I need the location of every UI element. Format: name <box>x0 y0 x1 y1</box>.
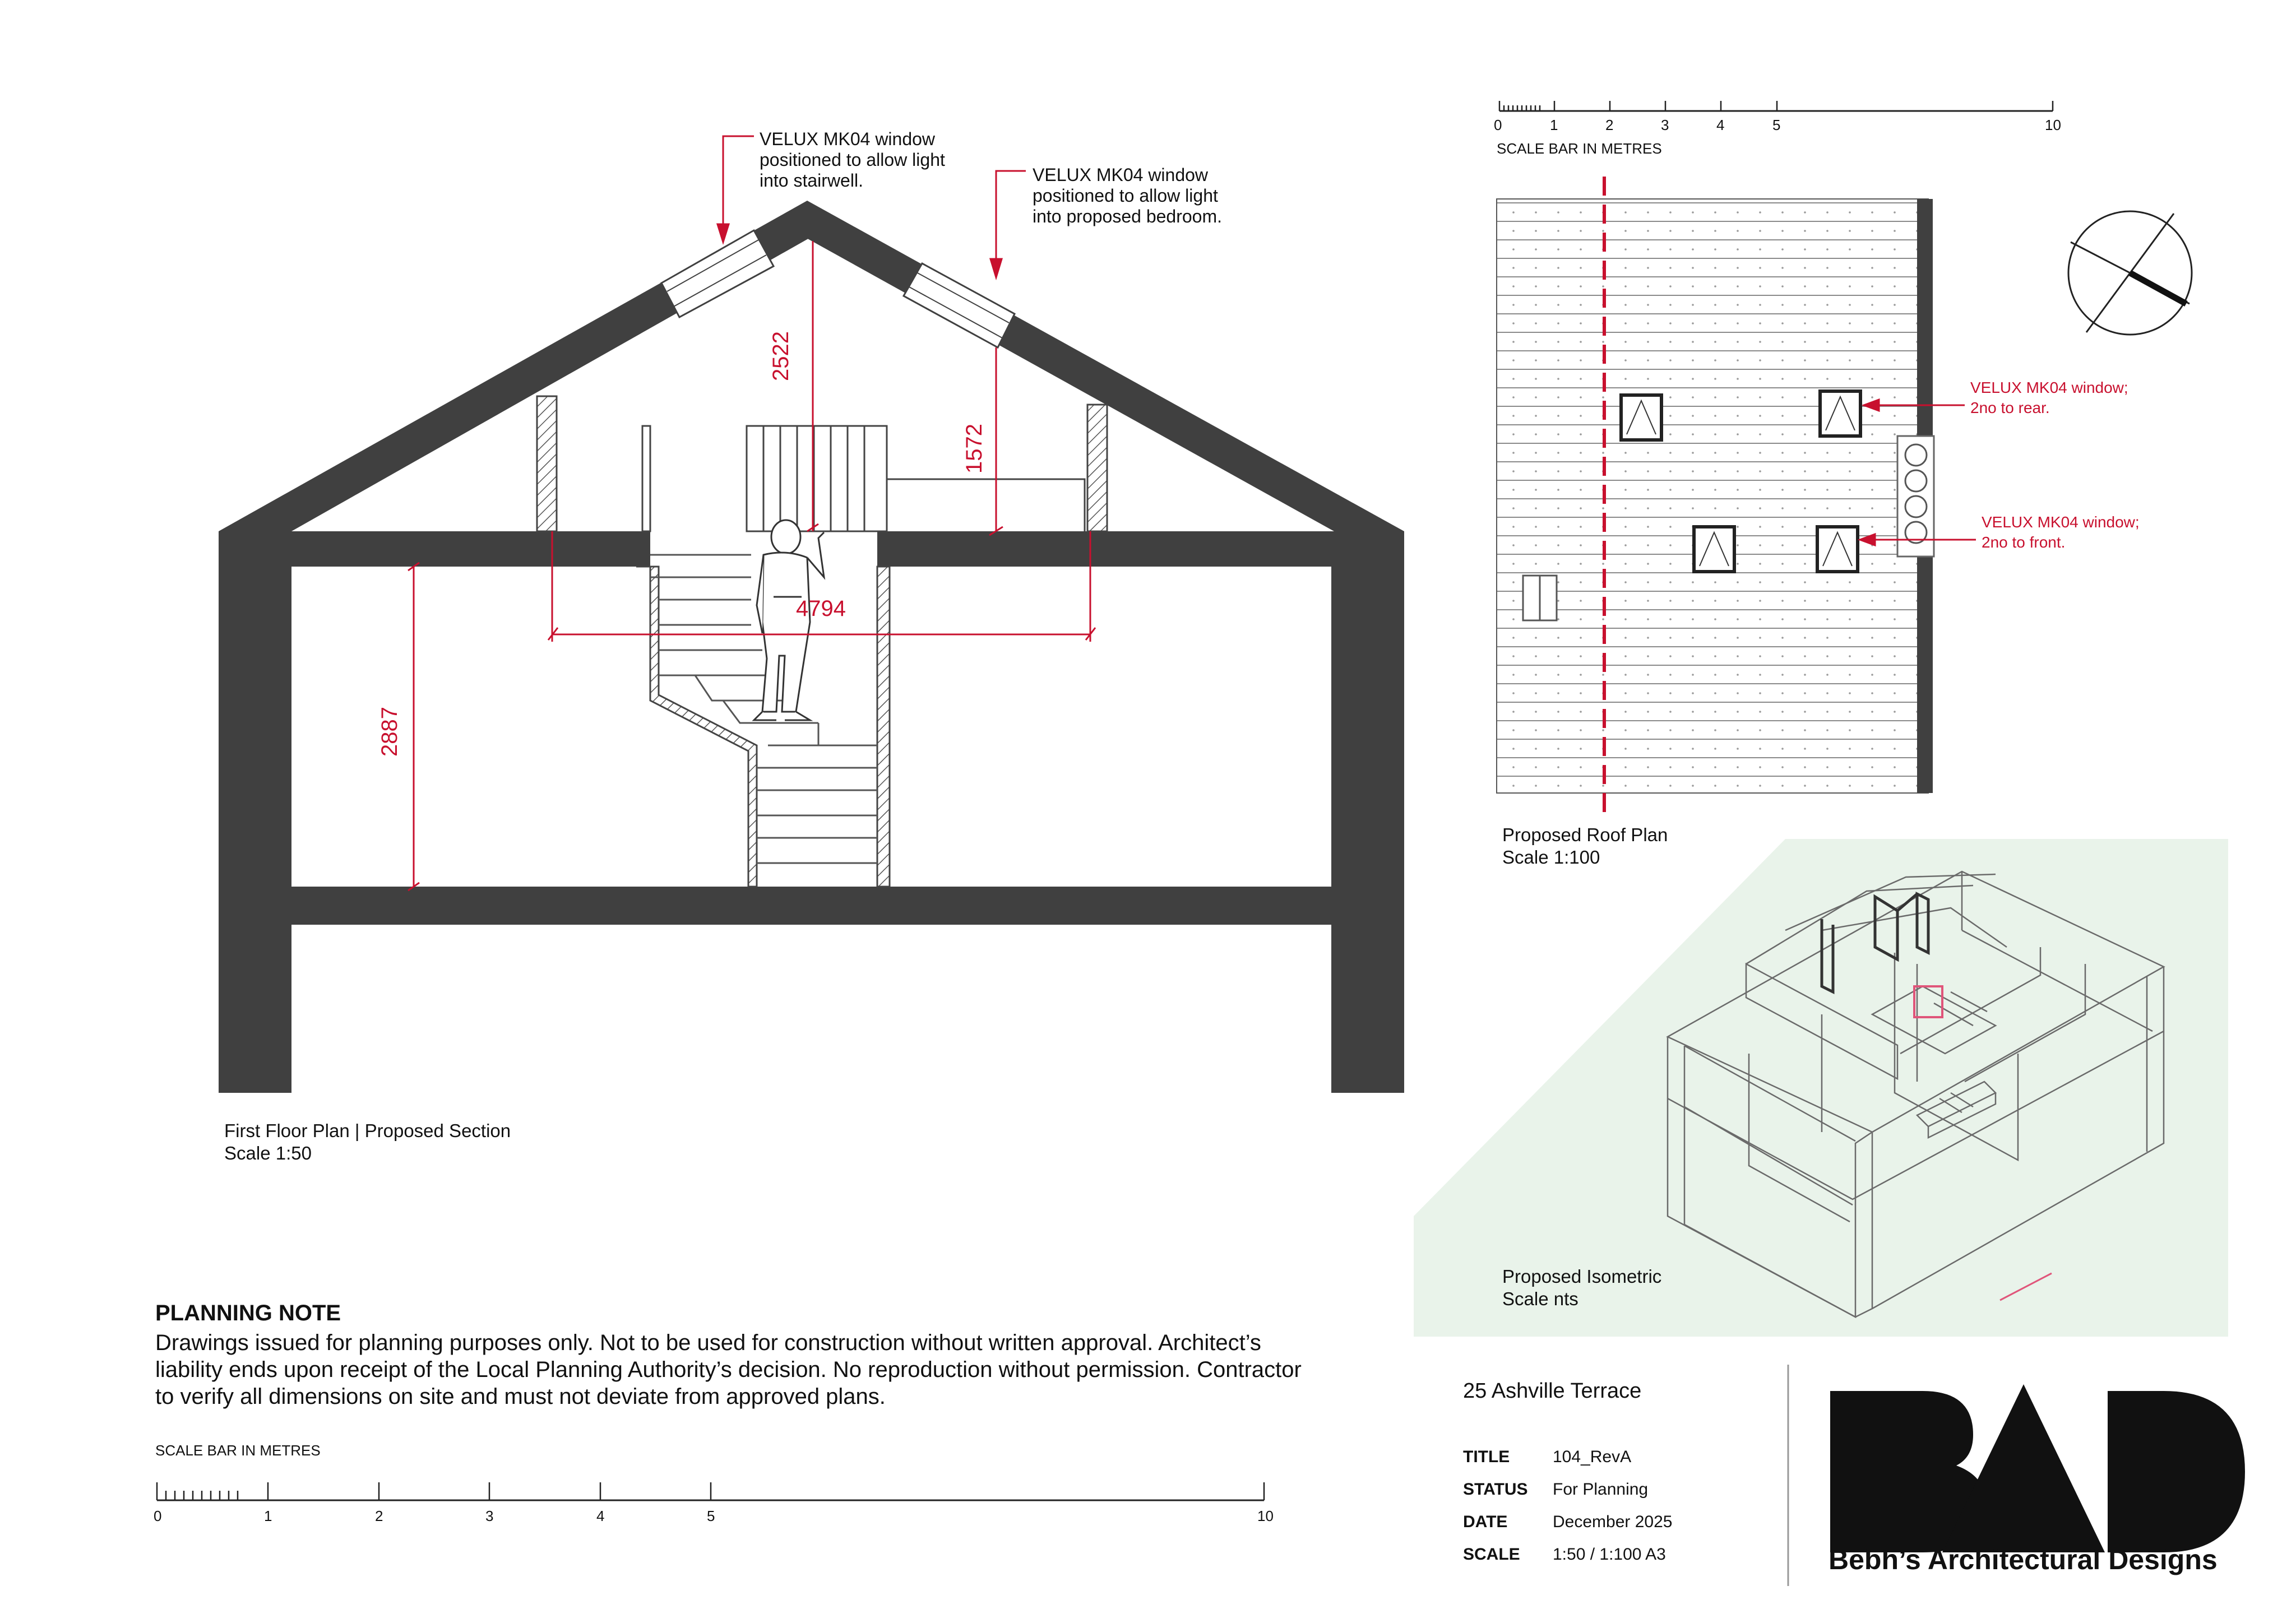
dimension-velux-height: 1572 <box>962 424 987 474</box>
status-value: For Planning <box>1553 1480 1649 1499</box>
planning-note-body: Drawings issued for planning purposes only. Not to be used for construction without written approval. Architect’s liability ends upon receipt of the Local Planning Authority’s decision. No reproduction without permission. Contractor to verify all dimensions on site and must not deviate from approved plans. <box>155 1330 1302 1409</box>
date-value: December 2025 <box>1553 1513 1673 1531</box>
roof-plan-caption-title: Proposed Roof Plan <box>1502 824 1668 845</box>
roof-plan-caption-scale: Scale 1:100 <box>1502 847 1600 868</box>
section-caption-title: First Floor Plan | Proposed Section <box>224 1120 511 1141</box>
velux-bed-note-line1: VELUX MK04 window <box>1033 165 1209 185</box>
top-scale-bar-graphic <box>1499 101 2053 111</box>
top-scale-bar-title: SCALE BAR IN METRES <box>1497 140 1662 157</box>
roof-rear-note-line1: VELUX MK04 window; <box>1970 379 2128 396</box>
bottom-scale-tick-1: 1 <box>264 1508 272 1524</box>
ground-floor-slab <box>219 887 1404 925</box>
title-key: TITLE <box>1463 1448 1510 1466</box>
roof-plane <box>1497 199 1928 793</box>
velux-window-right <box>904 263 1015 347</box>
project-name: 25 Ashville Terrace <box>1463 1379 1642 1403</box>
roof-front-note-line2: 2no to front. <box>1982 534 2066 551</box>
velux-stair-note-line2: positioned to allow light <box>760 150 945 170</box>
north-arrow-icon <box>2068 211 2192 335</box>
bottom-scale-tick-0: 0 <box>154 1508 162 1524</box>
velux-bed-note-line2: positioned to allow light <box>1033 186 1218 206</box>
wall-left <box>219 531 291 1093</box>
bottom-scale-tick-3: 3 <box>485 1508 494 1524</box>
isometric-background <box>1414 839 2228 1337</box>
bottom-scale-bar-title: SCALE BAR IN METRES <box>155 1442 321 1459</box>
brand-logo <box>1830 1384 2245 1552</box>
dimension-floor-height: 2887 <box>377 707 402 757</box>
brand-name: Bebh’s Architectural Designs <box>1829 1544 2218 1575</box>
first-floor-slab-right <box>877 531 1404 567</box>
bottom-scale-bar-graphic <box>157 1482 1264 1500</box>
top-scale-tick-1: 1 <box>1550 117 1558 133</box>
bottom-scale-tick-5: 5 <box>707 1508 715 1524</box>
date-key: DATE <box>1463 1513 1508 1531</box>
scale-key: SCALE <box>1463 1545 1520 1564</box>
bottom-scale-tick-10: 10 <box>1257 1508 1274 1524</box>
top-scale-tick-3: 3 <box>1661 117 1669 133</box>
isometric-caption-title: Proposed Isometric <box>1502 1266 1662 1287</box>
isometric-drawing <box>1414 839 2228 1337</box>
velux-stair-note-line1: VELUX MK04 window <box>760 129 936 149</box>
top-scale-tick-0: 0 <box>1494 117 1502 133</box>
planning-note-title: PLANNING NOTE <box>155 1301 341 1325</box>
dimension-attic-width: 4794 <box>796 596 846 621</box>
roof-rear-note-line2: 2no to rear. <box>1970 399 2050 416</box>
velux-stair-note-line3: into stairwell. <box>760 170 863 191</box>
top-scale-tick-5: 5 <box>1772 117 1781 133</box>
isometric-caption-scale: Scale nts <box>1502 1288 1578 1309</box>
roof-plan-drawing <box>1497 177 1976 815</box>
scale-value: 1:50 / 1:100 A3 <box>1553 1545 1666 1564</box>
top-scale-tick-10: 10 <box>2045 117 2061 133</box>
status-key: STATUS <box>1463 1480 1528 1499</box>
dimension-ridge-height: 2522 <box>769 331 793 381</box>
roof-front-note-line1: VELUX MK04 window; <box>1982 513 2140 531</box>
top-scale-tick-4: 4 <box>1716 117 1725 133</box>
bottom-scale-tick-4: 4 <box>596 1508 605 1524</box>
velux-bed-note-line3: into proposed bedroom. <box>1033 206 1222 226</box>
section-caption-scale: Scale 1:50 <box>224 1143 312 1163</box>
top-scale-tick-2: 2 <box>1605 117 1614 133</box>
title-value: 104_RevA <box>1553 1448 1632 1466</box>
wall-right <box>1331 531 1404 1093</box>
bottom-scale-tick-2: 2 <box>375 1508 383 1524</box>
